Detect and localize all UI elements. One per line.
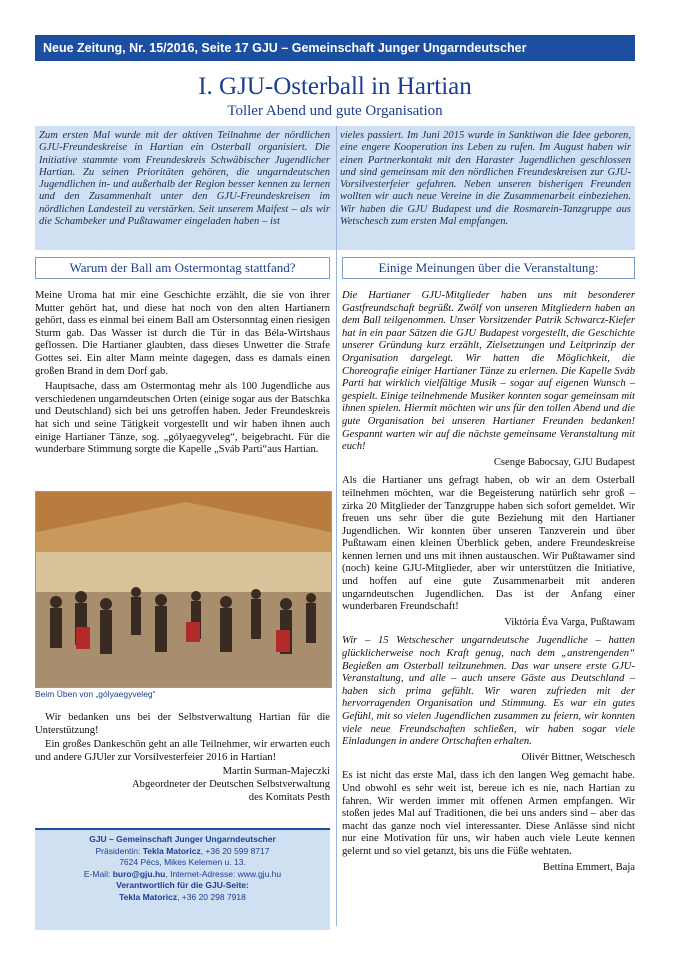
thanks-block <box>35 712 330 804</box>
imprint-email[interactable]: buro@gju.hu <box>112 868 166 879</box>
intro-box <box>35 126 635 250</box>
opinion-4: Es ist nicht das erste Mal, dass ich den langen Weg gemacht habe. Und obwohl es sehr weit ist, bereue ich es nie, nach Hartian zu fahren. Wir werden immer mit offenen Armen empfangen. Wir stoßen jedes Mal auf Traditionen, die bei uns anders sind – aber das macht das ganze noch viel interessanter. Diese Anlässe sind nicht nur eine Motivation für uns, wir haben auch viele Leute kennen gelernt und so viel getanzt, bis uns die Füße wehtaten. <box>342 770 635 857</box>
article-title: I. GJU-Osterball in Hartian <box>198 73 472 100</box>
left-paragraph-2: Hauptsache, dass am Ostermontag mehr als 100 Jugendliche aus verschiedenen ungarndeutschen Orten (einige sogar aus der Batschka und Deutschland) sich bei uns getroffen haben. Jeder Freundeskreis hat sich und seine Tätigkeit vorgestellt und wir haben ihnen auch einige Hartianer Tänze, sog. „gólyaegyveleg“, beigebracht. Für die wunderbare Stimmung sorgte die Kapelle „Sváb Parti“aus Hartian. <box>35 381 330 456</box>
column-divider <box>336 126 337 926</box>
header-text: Neue Zeitung, Nr. 15/2016, Seite 17 GJU – Gemeinschaft Junger Ungarndeutscher <box>43 41 527 55</box>
intro-left: Zum ersten Mal wurde mit der aktiven Teilnahme der nördlichen GJU-Freundeskreise in Hartian ein Osterball organisiert. Die Initiative stammte vom Freundeskreis Schwäbischer Jugendlicher Hartian. Zu seinen Prioritäten gehören, die ungarndeutschen Jugendlichen in- und außerhalb der Region besser kennen zu lernen und den Zusammenhalt unter den GJU-Freundeskreisen im nördlichen Landesteil zu verstärken. Seit unserem Maifest – als wir die Schambeker und Pußtawamer eingeladen haben – ist <box>39 130 330 228</box>
imprint-responsible <box>35 892 330 904</box>
opinion-2: Als die Hartianer uns gefragt haben, ob wir an dem Osterball teilnehmen möchten, war die Begeisterung natürlich sehr groß – zirka 20 Mitglieder der Tanzgruppe haben sich sofort gemeldet. Wir freuen uns sehr über die gute Beziehung mit den Hartianer Jugendlichen. Wir konnten über unseren Tanzverein und über Pußtawam einen kleinen Überblick geben, andere Freundeskreise kennen lernen und uns mit ihnen austauschen. Wir Pußtawamer sind (noch) keine GJU-Mitglieder, aber wir unterstützen die Initiative, und hoffen auf eine gute Zusammenarbeit mit anderen ungarndeutschen Jugendlichen. Das ist der Anfang einer wunderbaren Freundschaft! <box>342 475 635 613</box>
imprint-org: GJU – Gemeinschaft Junger Ungarndeutscher <box>89 834 276 844</box>
imprint-website[interactable]: , Internet-Adresse: www.gju.hu <box>165 868 282 879</box>
thanks-paragraph-2: Ein großes Dankeschön geht an alle Teilnehmer, wir erwarten euch und andere GJUler zur Vorsilvesterfeier 2016 in Hartian! <box>35 739 330 763</box>
opinion-1: Die Hartianer GJU-Mitglieder haben uns mit besonderer Gastfreundschaft begrüßt. Zwölf von unseren Mitgliedern haben an dem Ball teilgenommen. Unser Vorsitzender Patrik Schwarcz-Kiefer hat in ein paar Sätzen die GJU Budapest vorgestellt, die Geschichte unserer Gründung kurz erzählt, Zielsetzungen und Leitprinzip der Organisation dargelegt. Wir hatten die Möglichkeit, die Choreografie einiger Hartianer Tänze zu erlernen. Die Kapelle Sváb Parti hat wirklich vielfältige Musik – sogar auf eigenen Wunsch – gespielt. Einige teilnehmende Musiker konnten sogar gemeinsam mit ihnen spielen. Hiermit möchten wir uns für den tollen Abend und die gute Organisation bei unseren Hartianer Freunden bedanken! Gespannt warten wir auf die nächste gemeinsame Veranstaltung mit euch! <box>342 290 635 453</box>
article-subtitle: Toller Abend und gute Organisation <box>227 103 443 119</box>
right-column-text <box>342 290 635 880</box>
intro-right: vieles passiert. Im Juni 2015 wurde in Sanktiwan die Idee geboren, eine engere Kooperation ins Leben zu rufen. Im August haben wir einen Partnerkontakt mit den Haraster Jugendlichen geschlossen und sind gemeinsam mit den nördlichen Freundeskreisen zur GJU-Vorsilvesterfeier gefahren. Neben unseren bisherigen Freunden wollten wir auch neue Vereine in die Zusammenarbeit einbeziehen. Wir haben die GJU Budapest und die Rosmarein-Tanzgruppe aus Wetschesch zum ersten Mal empfangen. <box>340 130 631 228</box>
opinion-1-signature: Csenge Babocsay, GJU Budapest <box>493 456 635 468</box>
imprint-president-phone: , +36 20 599 8717 <box>200 845 270 856</box>
opinion-3-signature: Olivér Bittner, Wetschesch <box>521 751 635 763</box>
right-section-heading: Einige Meinungen über die Veranstaltung: <box>342 257 635 279</box>
imprint-email-label: E-Mail: <box>83 868 113 879</box>
page-header-bar <box>35 35 635 61</box>
imprint-responsible-phone: , +36 20 298 7918 <box>177 891 246 902</box>
imprint-president-label: Präsidentin: <box>95 845 143 856</box>
imprint-responsible-name: Tekla Matoricz <box>119 891 178 902</box>
opinion-3: Wir – 15 Wetschescher ungarndeutsche Jugendliche – hatten glücklicherweise noch Kraft genug, nach dem „anstrengenden“ Begießen am Osterball teilzunehmen. Das war unsere erste GJU-Veranstaltung, und alle – auch unsere Gäste aus Deutschland – haben sich prima gefühlt. Wir waren zufrieden mit der hervorragenden Organisation und Stimmung. Es war ein gutes Gefühl, mit so vielen Jugendlichen zusammen zu feiern, wir konnten viele neue Freundschaften schließen, wir haben sogar viele Einladungen in andere Ortschaften erhalten. <box>342 635 635 748</box>
opinion-4-signature: Bettina Emmert, Baja <box>542 861 635 873</box>
imprint-contact <box>35 869 330 881</box>
event-photo <box>35 491 332 688</box>
signature-name: Martin Surman-Majeczki <box>222 766 330 778</box>
imprint-address: 7624 Pécs, Mikes Kelemen u. 13. <box>119 857 246 867</box>
imprint-responsible-label: Verantwortlich für die GJU-Seite: <box>116 880 249 890</box>
imprint-president-name: Tekla Matoricz <box>142 845 201 856</box>
signature-role-1: Abgeordneter der Deutschen Selbstverwaltung <box>132 778 330 790</box>
opinion-2-signature: Viktória Éva Varga, Pußtawam <box>504 616 635 628</box>
imprint-box <box>35 828 330 930</box>
left-section-heading: Warum der Ball am Ostermontag stattfand? <box>35 257 330 279</box>
thanks-paragraph-1: Wir bedanken uns bei der Selbstverwaltung Hartian für die Unterstützung! <box>35 712 330 736</box>
left-paragraph-1: Meine Uroma hat mir eine Geschichte erzählt, die sie von ihrer Mutter gehört hat, und diese hat noch von den alten Hartianern gehört, dass es einmal bei einem Ball am Ostersonntag einen riesigen Sturm gab. Das Wasser ist durch die Tür in das Béla-Wirtshaus geflossen. Die Hartianer glaubten, dass dieses Unwetter die Strafe Gottes sei. Ein alter Mann meinte dagegen, dass es damals einen großen Brand in dem Dorf gab. <box>35 290 330 377</box>
left-column-text <box>35 290 330 460</box>
signature-role-2: des Komitats Pesth <box>248 791 330 803</box>
imprint-president <box>35 846 330 858</box>
photo-caption: Beim Üben von „gólyaegyveleg“ <box>35 689 156 699</box>
